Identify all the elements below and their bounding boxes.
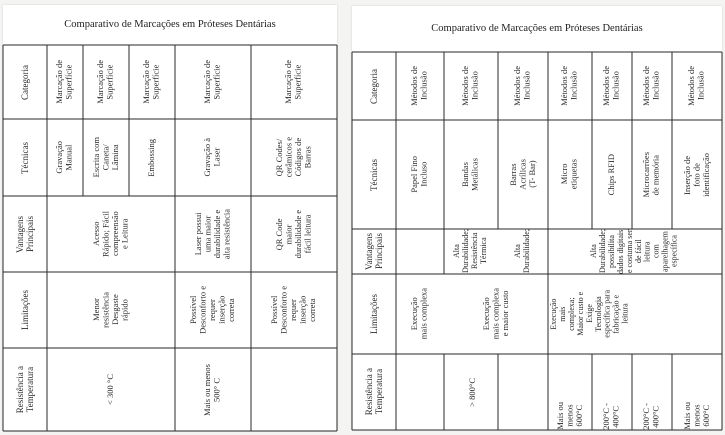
cell-tecnica: Microcarrões de memória — [641, 151, 661, 198]
cell-tecnica: QR Codes/ cerâmicos e Códigos de Barras — [273, 137, 313, 178]
cell-categoria: Métodos de Inclusão — [512, 66, 532, 106]
cell-tecnica: Papel Fino Incluso — [409, 156, 429, 193]
row-header-limitacoes: Limitações — [19, 290, 30, 330]
row-header-resistencia: Resistência a Temperatura — [363, 368, 384, 416]
cell-tecnica: Barras Acrílicas (T- Bar) — [507, 159, 537, 190]
cell-limitacoes: Menor resistência Desgaste rápido — [90, 292, 130, 328]
cell-vantagens: Alta Durabilidade; — [513, 229, 531, 273]
cell-resistencia: Mais ou menos 500° C — [202, 363, 222, 416]
cell-limitacoes: Execução mais complexa — [409, 288, 429, 340]
cell-vantagens: QR Code maior durabilidade e fácil leitura — [273, 209, 313, 259]
cell-tecnica: Gravação à Laser — [202, 138, 222, 177]
cell-categoria: Métodos de Inclusão — [641, 66, 661, 106]
cell-tecnica: Inserção de foto de identificação — [681, 152, 711, 197]
row-header-categoria: Categoria — [368, 68, 379, 104]
row-header-limitacoes: Limitações — [368, 294, 379, 334]
cell-categoria: Marcação de Superfície — [95, 60, 115, 104]
cell-categoria: Métodos de Inclusão — [559, 66, 579, 106]
cell-limitacoes: Execução mais complexa e maior custo — [480, 288, 510, 340]
cell-categoria: Métodos de Inclusão — [409, 66, 429, 106]
cell-categoria: Métodos de Inclusão — [460, 66, 480, 106]
cell-limitacoes: Possível Desconforto e requer inserção correta — [188, 286, 237, 334]
cell-resistencia: Mais ou menos 600°C — [554, 402, 584, 430]
row-header-vantagens: Vantagens Principais — [363, 233, 384, 270]
cell-tecnica: Bandas Metálicas — [460, 157, 480, 192]
cell-categoria: Métodos de Inclusão — [686, 66, 706, 106]
cell-categoria: Marcação de Superfície — [54, 60, 74, 104]
cell-resistencia — [251, 348, 337, 431]
cell-tecnica: Chips RFID — [606, 153, 617, 196]
cell-vantagens: Alta Durabilidade; Resistência Térmica — [452, 229, 488, 273]
cell-vantagens: Alta Durabilidade; possibilita dados digitais e costuma ser de fácil leitura com aparelhagem específica — [589, 229, 679, 274]
cell-categoria: Marcação de Superfície — [141, 60, 161, 104]
cell-limitacoes: Execução mais complexa; Maior custo e Exige Tecnologia específica para fabricação e leitura — [549, 290, 630, 338]
cell-tecnica: Escrita com Caneta/ Lâmina — [90, 137, 120, 178]
table-title: Comparativo de Marcações em Próteses Dentárias — [64, 19, 276, 30]
row-header-vantagens: Vantagens Principais — [14, 215, 35, 253]
cell-vantagens: Laser possui uma maior durabilidade e alta resistência — [192, 208, 232, 260]
cell-tecnica: Micro etiquetas — [559, 159, 579, 190]
row-header-categoria: Categoria — [19, 64, 30, 100]
row-header-tecnicas: Técnicas — [19, 141, 30, 174]
cell-categoria: Marcação de Superfície — [202, 60, 222, 104]
row-header-tecnicas: Técnicas — [368, 158, 379, 191]
table-title: Comparativo de Marcações em Próteses Dentárias — [431, 23, 643, 34]
cell-resistencia: < 300 °C — [105, 374, 116, 405]
document-page-left — [3, 5, 337, 431]
cell-tecnica: Embossing — [146, 138, 157, 177]
cell-vantagens: Acesso Rápido; Fácil compreensão e Leitura — [90, 210, 130, 258]
cell-resistencia: Mais ou menos 600°C — [681, 402, 711, 430]
document-page-right — [352, 6, 722, 430]
cell-resistencia: 200°C - 400°C — [601, 403, 621, 430]
cell-resistencia: 200°C - 400°C — [641, 403, 661, 430]
cell-categoria: Métodos de Inclusão — [601, 66, 621, 106]
row-header-resistencia: Resistência a Temperatura — [14, 365, 35, 414]
cell-categoria: Marcação de Superfície — [283, 60, 303, 104]
cell-tecnica: Gravação Manual — [54, 141, 74, 174]
cell-limitacoes: Possível Desconforto e requer inserção correta — [269, 286, 318, 334]
cell-resistencia: > 800°C — [467, 377, 477, 407]
